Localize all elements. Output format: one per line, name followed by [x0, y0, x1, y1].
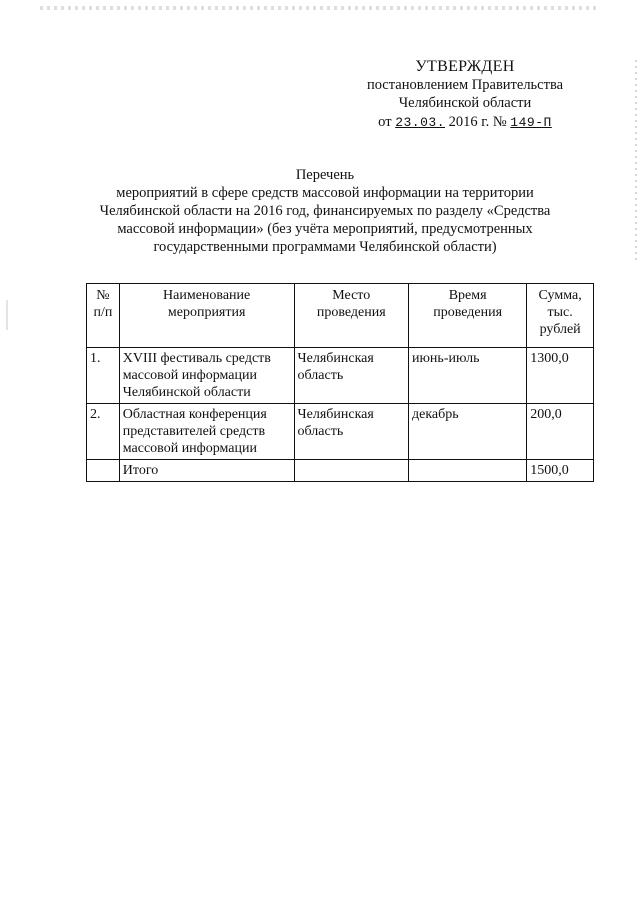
header-time: Время проведения — [408, 284, 526, 348]
scan-artifact-right — [635, 60, 637, 260]
total-label: Итого — [119, 460, 294, 482]
scan-artifact-top — [40, 6, 600, 10]
title-line-5: государственными программами Челябинской области) — [153, 239, 497, 255]
cell-time-empty — [408, 460, 526, 482]
events-table — [86, 283, 594, 482]
total-sum: 1500,0 — [527, 460, 594, 482]
cell-sum: 1300,0 — [527, 348, 594, 404]
date-value: 23.03. — [395, 115, 446, 130]
title-line-3: Челябинской области на 2016 год, финансируемых по разделу «Средства — [99, 203, 551, 219]
header-sum: Сумма, тыс. рублей — [527, 284, 594, 348]
title-line-2: мероприятий в сфере средств массовой информации на территории — [116, 185, 534, 201]
cell-name: XVIII фестиваль средств массовой информации Челябинской области — [119, 348, 294, 404]
approval-line-2: Челябинской области — [398, 95, 532, 111]
document-number: 149-П — [510, 115, 552, 130]
table-row — [87, 348, 594, 404]
table-header-row — [87, 284, 594, 348]
cell-time: декабрь — [408, 404, 526, 460]
date-prefix: от — [378, 114, 392, 130]
cell-num: 2. — [87, 404, 120, 460]
cell-place: Челябинская область — [294, 348, 408, 404]
table-row — [87, 404, 594, 460]
approval-stamp — [340, 58, 590, 132]
scan-artifact-left — [6, 300, 8, 330]
cell-place: Челябинская область — [294, 404, 408, 460]
document-title — [80, 166, 570, 256]
cell-sum: 200,0 — [527, 404, 594, 460]
title-line-4: массовой информации» (без учёта мероприятий, предусмотренных — [117, 221, 533, 237]
cell-name: Областная конференция представителей средств массовой информации — [119, 404, 294, 460]
year-text: 2016 г. № — [448, 114, 507, 130]
approval-heading: УТВЕРЖДЕН — [415, 58, 515, 75]
title-line-1: Перечень — [295, 167, 355, 183]
approval-date-line — [340, 113, 590, 132]
header-num: № п/п — [87, 284, 120, 348]
cell-num: 1. — [87, 348, 120, 404]
cell-time: июнь-июль — [408, 348, 526, 404]
header-name: Наименование мероприятия — [119, 284, 294, 348]
approval-line-1: постановлением Правительства — [366, 77, 564, 93]
cell-num-empty — [87, 460, 120, 482]
table-total-row — [87, 460, 594, 482]
header-place: Место проведения — [294, 284, 408, 348]
cell-place-empty — [294, 460, 408, 482]
